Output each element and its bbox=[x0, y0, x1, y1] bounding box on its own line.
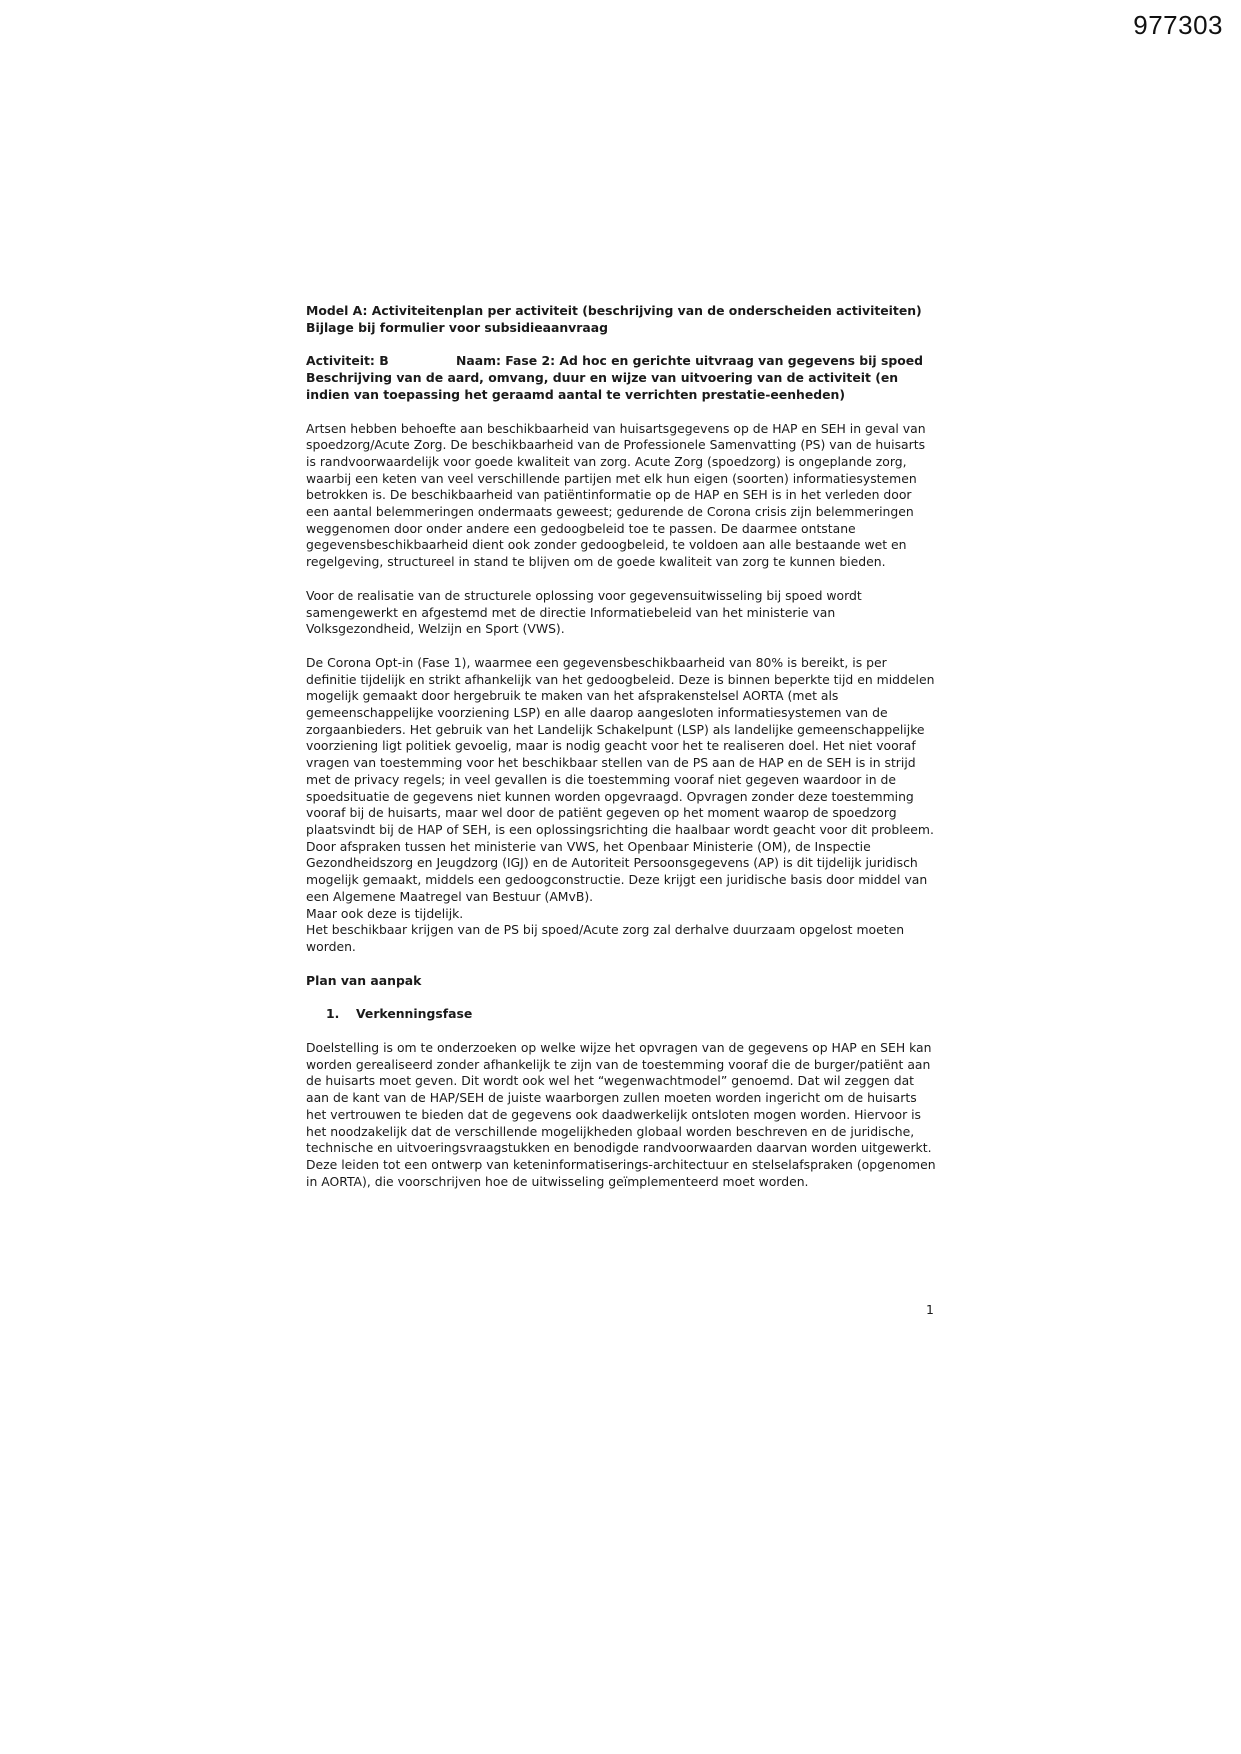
activity-name: Naam: Fase 2: Ad hoc en gerichte uitvraag van gegevens bij spoed bbox=[456, 353, 923, 369]
document-body bbox=[306, 303, 938, 1190]
paragraph-phase-goal: Doelstelling is om te onderzoeken op welke wijze het opvragen van de gegevens op HAP en SEH kan worden gerealiseerd zonder afhankelijk te zijn van de toestemming vooraf die de burger/patiënt aan de huisarts moet geven. Dit wordt ook wel het “wegenwachtmodel” genoemd. Dat wil zeggen dat aan de kant van de HAP/SEH de juiste waarborgen zullen moeten worden ingericht om de huisarts het vertrouwen te bieden dat de gegevens ook daadwerkelijk ontsloten mogen worden. Hiervoor is het noodzakelijk dat de verschillende mogelijkheden globaal worden beschreven en de juridische, technische en uitvoeringsvraagstukken en benodigde randvoorwaarden daarvan worden uitgewerkt. Deze leiden tot een ontwerp van keteninformatiserings-architectuur en stelselafspraken (opgenomen in AORTA), die voorschrijven hoe de uitwisseling geïmplementeerd moet worden. bbox=[306, 1040, 936, 1189]
phase-heading bbox=[306, 1006, 938, 1023]
document-title: Model A: Activiteitenplan per activiteit (beschrijving van de onderscheiden activiteiten) bbox=[306, 303, 922, 318]
paragraph-background: Artsen hebben behoefte aan beschikbaarheid van huisartsgegevens op de HAP en SEH in geval van spoedzorg/Acute Zorg. De beschikbaarheid van de Professionele Samenvatting (PS) van de huisarts is randvoorwaardelijk voor goede kwaliteit van zorg. Acute Zorg (spoedzorg) is ongeplande zorg, waarbij een keten van veel verschillende partijen met elk hun eigen (soorten) informatiesystemen betrokken is. De beschikbaarheid van patiëntinformatie op de HAP en SEH is in het verleden door een aantal belemmeringen ondermaats geweest; gedurende de Corona crisis zijn belemmeringen weggenomen door onder andere een gedoogbeleid toe te passen. De daarmee ontstane gegevensbeschikbaarheid dient ook zonder gedoogbeleid, te voldoen aan alle bestaande wet en regelgeving, structureel in stand te blijven om de goede kwaliteit van zorg te kunnen bieden. bbox=[306, 420, 926, 570]
plan-heading: Plan van aanpak bbox=[306, 972, 422, 988]
page-number: 1 bbox=[926, 1302, 934, 1317]
paragraph-collaboration: Voor de realisatie van de structurele oplossing voor gegevensuitwisseling bij spoed wordt samengewerkt en afgestemd met de directie Informatiebeleid van het ministerie van Volksgezondheid, Welzijn en Sport (VWS). bbox=[306, 587, 862, 637]
phase-number: 1. bbox=[326, 1006, 340, 1022]
paragraph-conclusion: Het beschikbaar krijgen van de PS bij spoed/Acute zorg zal derhalve duurzaam opgelost moeten worden. bbox=[306, 922, 905, 954]
document-id: 977303 bbox=[1133, 10, 1223, 40]
paragraph-temporary: Maar ook deze is tijdelijk. bbox=[306, 905, 464, 921]
paragraph-agreements: Door afspraken tussen het ministerie van VWS, het Openbaar Ministerie (OM), de Inspectie Gezondheidszorg en Jeugdzorg (IGJ) en de Autoriteit Persoonsgegevens (AP) is dit tijdelijk juridisch mogelijk gemaakt, middels een gedoogconstructie. Deze krijgt een juridische basis door middel van een Algemene Maatregel van Bestuur (AMvB). bbox=[306, 838, 928, 904]
document-subtitle: Bijlage bij formulier voor subsidieaanvraag bbox=[306, 319, 608, 335]
activity-label: Activiteit: B bbox=[306, 353, 389, 369]
phase-title: Verkenningsfase bbox=[356, 1006, 473, 1022]
activity-line bbox=[306, 353, 938, 370]
paragraph-corona-opt-in: De Corona Opt-in (Fase 1), waarmee een gegevensbeschikbaarheid van 80% is bereikt, is per definitie tijdelijk en strikt afhankelijk van het gedoogbeleid. Deze is binnen beperkte tijd en middelen mogelijk gemaakt door hergebruik te maken van het afsprakenstelsel AORTA (met als gemeenschappelijke voorziening LSP) en alle daarop aangesloten informatiesystemen van de zorgaanbieders. Het gebruik van het Landelijk Schakelpunt (LSP) als landelijke gemeenschappelijke voorziening ligt politiek gevoelig, maar is nodig geacht voor het te realiseren doel. Het niet vooraf vragen van toestemming voor het beschikbaar stellen van de PS aan de HAP en de SEH is in strijd met de privacy regels; in veel gevallen is die toestemming vooraf niet gegeven waardoor in de spoedsituatie de gegevens niet kunnen worden opgevraagd. Opvragen zonder deze toestemming vooraf bij de huisarts, maar wel door de patiënt gegeven op het moment waarop de spoedzorg plaatsvindt bij de HAP of SEH, is een oplossingsrichting die haalbaar wordt geacht voor dit probleem. bbox=[306, 654, 935, 837]
activity-description-heading: Beschrijving van de aard, omvang, duur en wijze van uitvoering van de activiteit (en indien van toepassing het geraamd aantal te verrichten prestatie-eenheden) bbox=[306, 370, 899, 402]
